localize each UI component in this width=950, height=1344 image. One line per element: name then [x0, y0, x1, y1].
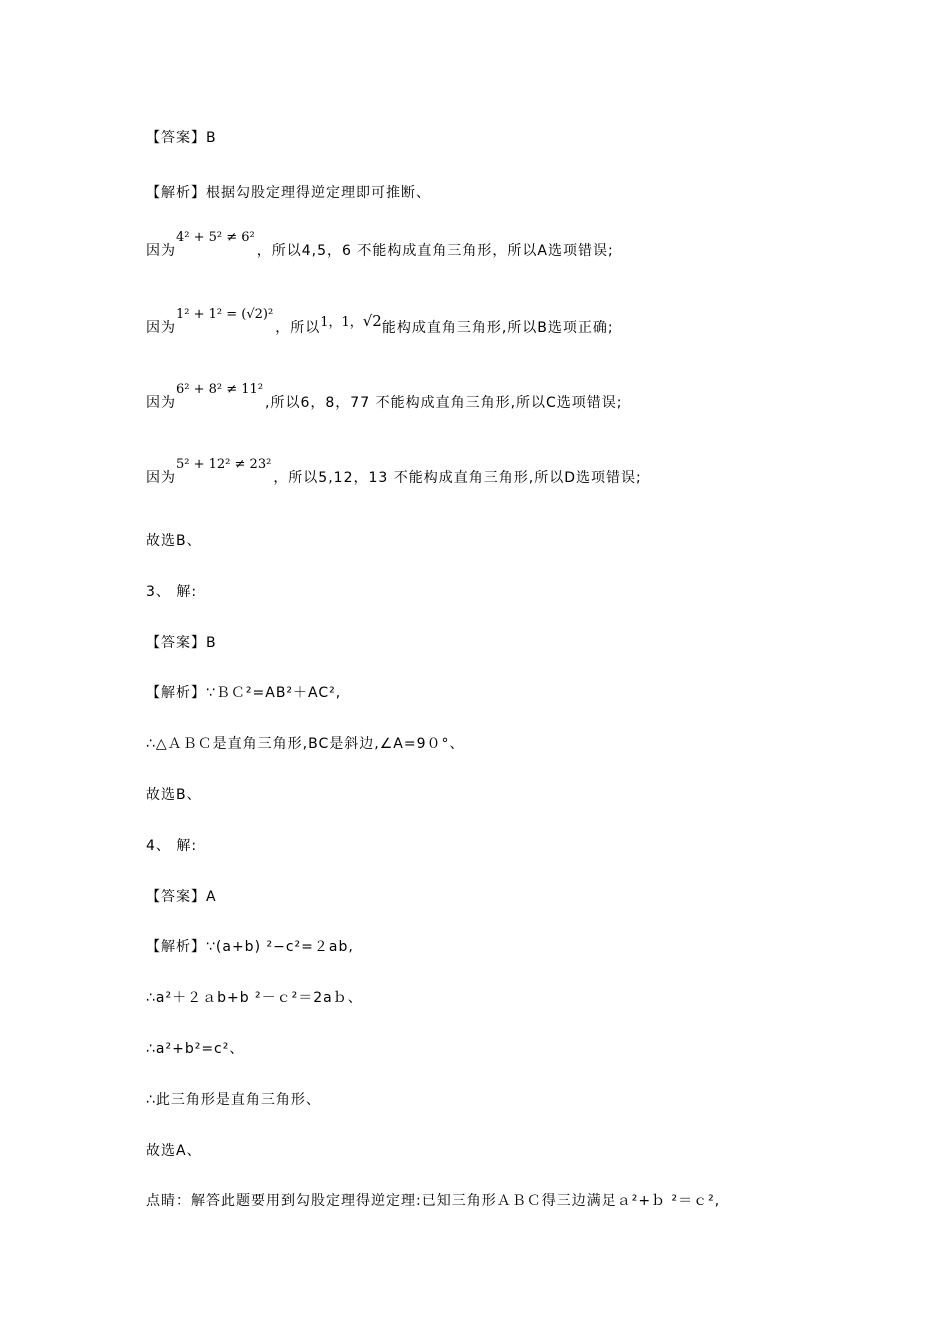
reason-text: ，所以5,12，13 不能构成直角三角形,所以D选项错误; [273, 470, 642, 486]
tip-line: 点睛：解答此题要用到勾股定理得逆定理:已知三角形ＡＢＣ得三边满足ａ²+ｂ ²＝ｃ², [146, 1193, 721, 1209]
reason-line-b [146, 307, 614, 338]
analysis-line-q4: 【解析】∵(a+b) ²−c²=２ab, [146, 939, 354, 955]
reason-prefix: 因为 [146, 470, 176, 486]
reason-text: ,所以6，8，77 不能构成直角三角形,所以C选项错误; [265, 395, 623, 411]
reason-text: ，所以4,5，6 不能构成直角三角形，所以A选项错误; [256, 243, 614, 259]
analysis-line-q3: 【解析】∵ＢＣ²=AB²＋AC², [146, 685, 342, 701]
conclusion-line-q2: 故选B、 [146, 533, 202, 549]
answer-line-q2: 【答案】B [146, 130, 217, 146]
question-4-heading: 4、 解: [146, 838, 198, 854]
reason-line-c [146, 382, 623, 413]
formula-5-12-23: 5² + 12² ≠ 23² [176, 457, 272, 472]
formula-1-1-sqrt2: 1² + 1² = (√2)² [176, 307, 274, 322]
question-3-heading: 3、 解: [146, 584, 198, 600]
reason-line-a [146, 230, 614, 261]
reason-prefix: 因为 [146, 320, 176, 336]
formula-6-8-11: 6² + 8² ≠ 11² [176, 382, 264, 397]
deduction-line-q4-1: ∴a²＋２ａb+b ²－ｃ²＝2aｂ、 [146, 990, 363, 1006]
reason-line-d [146, 457, 642, 488]
sqrt2-symbol: √2 [362, 312, 382, 330]
analysis-line-q2: 【解析】根据勾股定理得逆定理即可推断、 [146, 185, 431, 201]
reason-prefix: 因为 [146, 395, 176, 411]
answer-line-q3: 【答案】B [146, 635, 217, 651]
deduction-line-q4-2: ∴a²+b²=c²、 [146, 1041, 245, 1057]
reason-prefix: 因为 [146, 243, 176, 259]
numbers-1-1: 1，1， [320, 315, 363, 330]
conclusion-line-q3: 故选B、 [146, 787, 202, 803]
reason-text: ，所以 [275, 320, 321, 336]
formula-4-5-6: 4² + 5² ≠ 6² [176, 230, 255, 245]
answer-line-q4: 【答案】A [146, 889, 217, 905]
reason-text: 能构成直角三角形,所以B选项正确; [381, 320, 614, 336]
conclusion-line-q4: 故选A、 [146, 1143, 202, 1159]
deduction-line-q4-3: ∴此三角形是直角三角形、 [146, 1092, 321, 1108]
deduction-line-q3: ∴△ＡＢＣ是直角三角形,BC是斜边,∠A=9０°、 [146, 736, 465, 752]
